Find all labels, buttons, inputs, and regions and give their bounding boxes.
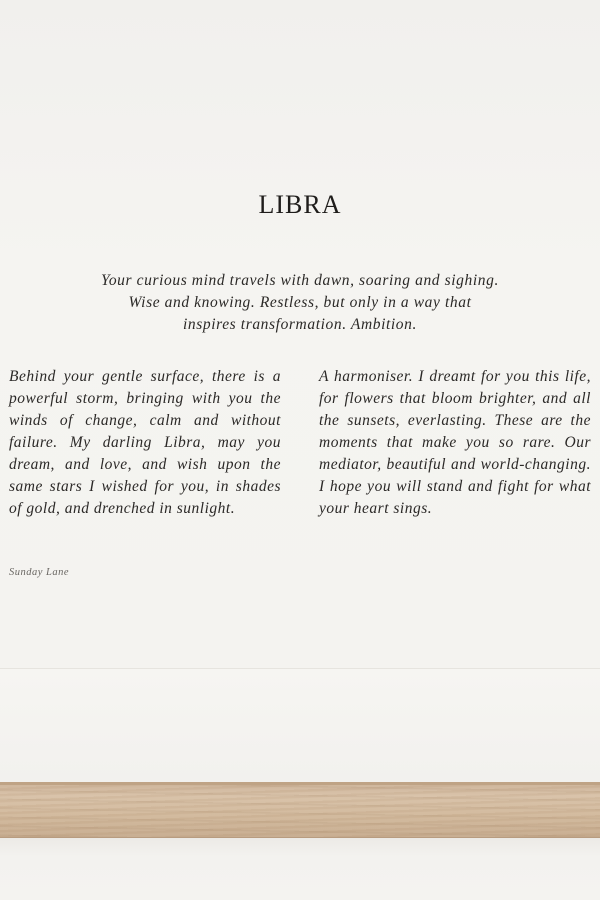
wooden-rail-edge	[0, 782, 600, 785]
poster-right-column: A harmoniser. I dreamt for you this life, for flowers that bloom brighter, and all the sunsets, everlasting. These are the moments that make you so rare. Our mediator, beautiful and world-changing. I hope you will stand and fight for what your heart sings.	[319, 368, 591, 517]
poster-signature: Sunday Lane	[9, 567, 70, 578]
wooden-frame-rail	[0, 782, 600, 838]
poster-intro-verse: Your curious mind travels with dawn, soaring and sighing. Wise and knowing. Restless, but only in a way that inspires transformation. Ambition.	[101, 272, 499, 333]
wall-background	[0, 669, 600, 782]
wall-below-rail	[0, 838, 600, 900]
poster-title: LIBRA	[258, 190, 342, 219]
poster-left-column: Behind your gentle surface, there is a powerful storm, bringing with you the winds of change, calm and without failure. My darling Libra, may you dream, and love, and wish upon the same stars I wished for you, in shades of gold, and drenched in sunlight.	[9, 368, 281, 517]
